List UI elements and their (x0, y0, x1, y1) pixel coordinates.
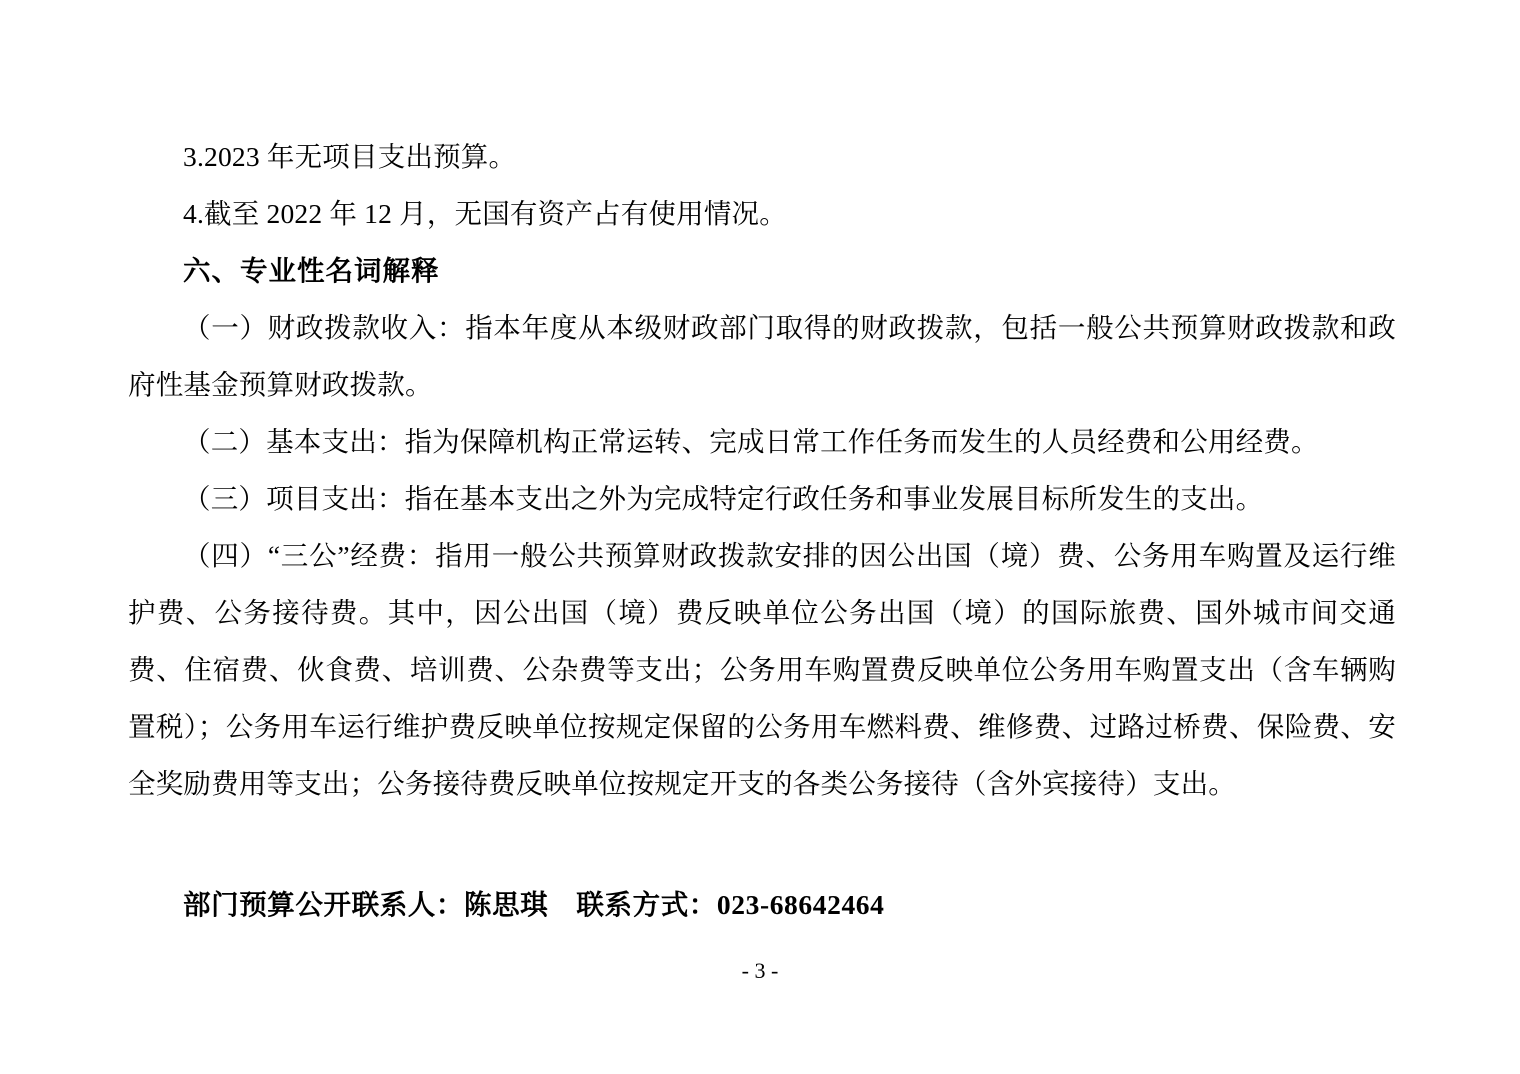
section-heading: 六、专业性名词解释 (183, 255, 440, 286)
paragraph-item-4: 4.截至 2022 年 12 月，无国有资产占有使用情况。 (183, 198, 787, 229)
contact-line: 部门预算公开联系人：陈思琪 联系方式：023-68642464 (183, 889, 885, 920)
definition-2: （二）基本支出：指为保障机构正常运转、完成日常工作任务而发生的人员经费和公用经费。 (183, 426, 1319, 457)
paragraph-item-3: 3.2023 年无项目支出预算。 (183, 141, 517, 172)
definition-1: （一）财政拨款收入：指本年度从本级财政部门取得的财政拨款，包括一般公共预算财政拨款和政府性基金预算财政拨款。 (128, 312, 1396, 400)
paragraph-spacer (128, 812, 1396, 876)
definition-4: （四）“三公”经费：指用一般公共预算财政拨款安排的因公出国（境）费、公务用车购置及运行维护费、公务接待费。其中，因公出国（境）费反映单位公务出国（境）的国际旅费、国外城市间交通费、住宿费、伙食费、培训费、公杂费等支出；公务用车购置费反映单位公务用车购置支出（含车辆购置税）；公务用车运行维护费反映单位按规定保留的公务用车燃料费、维修费、过路过桥费、保险费、安全奖励费用等支出；公务接待费反映单位按规定开支的各类公务接待（含外宾接待）支出。 (128, 540, 1396, 799)
page-number: - 3 - (741, 958, 779, 983)
definition-3: （三）项目支出：指在基本支出之外为完成特定行政任务和事业发展目标所发生的支出。 (183, 483, 1264, 514)
page-content (128, 128, 1396, 933)
